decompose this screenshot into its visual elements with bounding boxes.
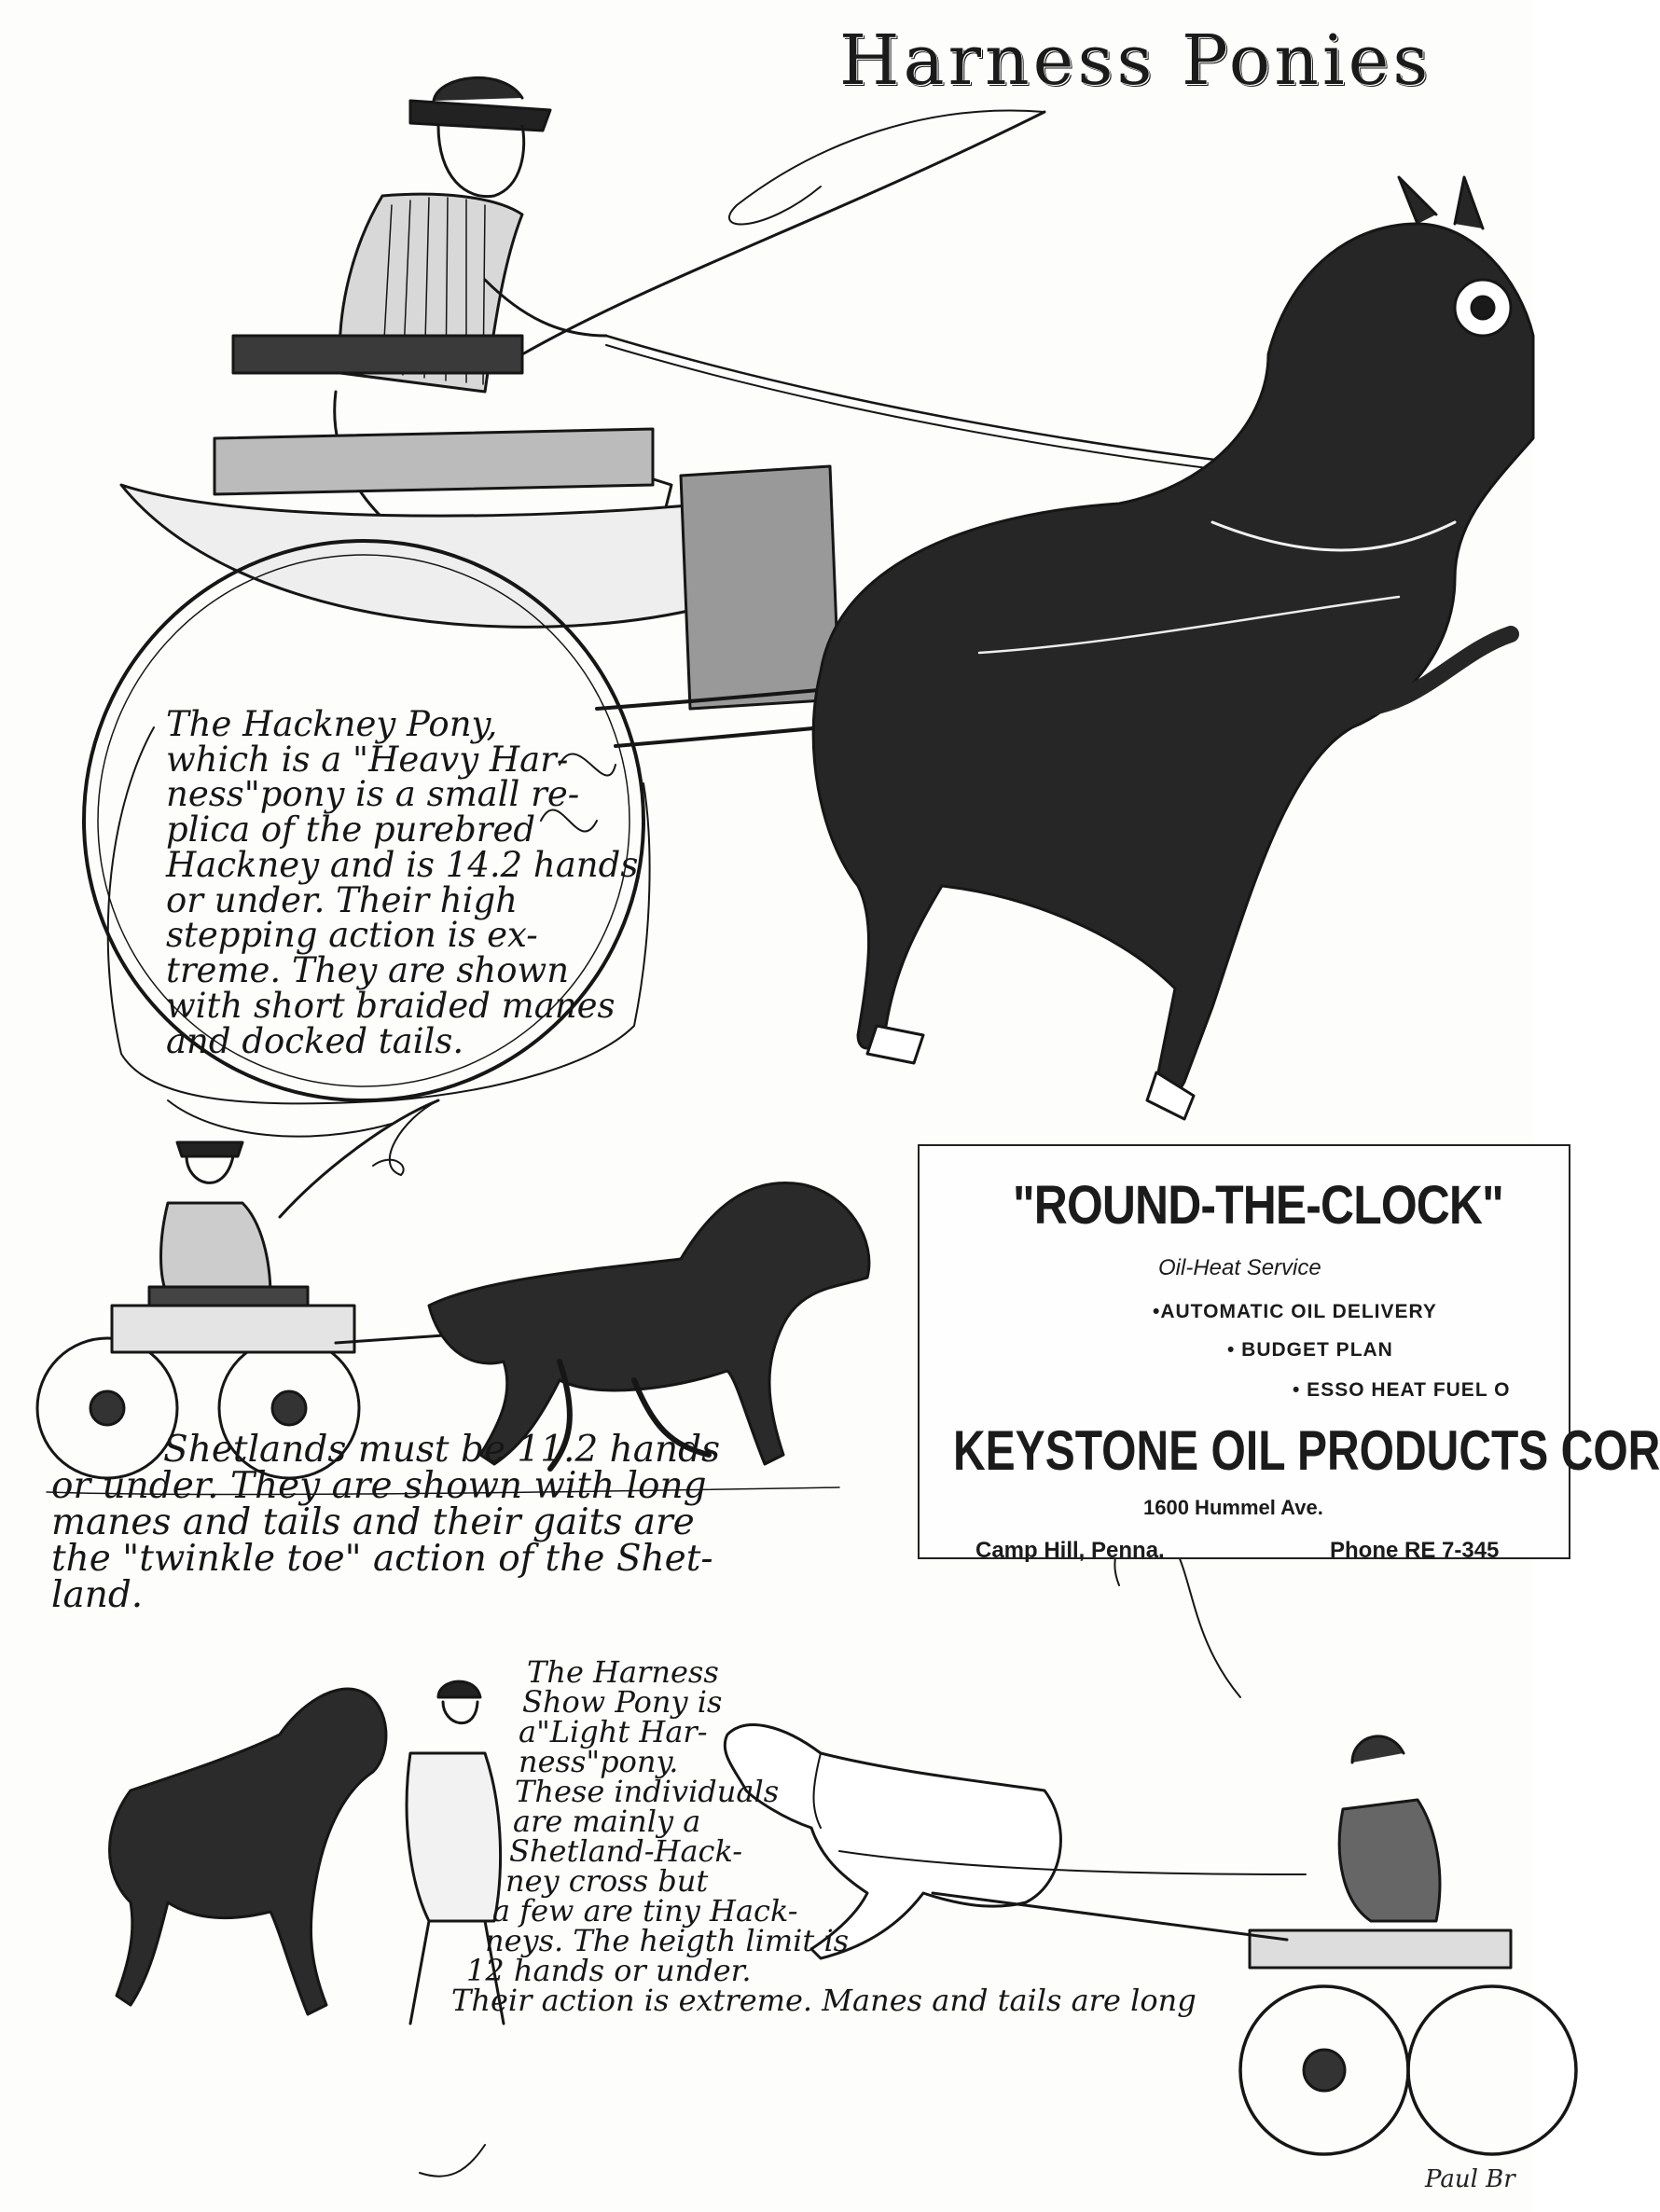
ad-phone: Phone RE 7-345: [1330, 1538, 1500, 1563]
caption-line: which is a "Heavy Har-: [166, 739, 569, 780]
caption-line: land.: [51, 1574, 144, 1616]
caption-line: neys. The heigth limit is: [485, 1923, 850, 1958]
caption-line: or under. Their high: [166, 879, 518, 920]
ad-company-name: KEYSTONE OIL PRODUCTS COR: [953, 1419, 1660, 1482]
caption-line: Hackney and is 14.2 hands: [166, 844, 639, 885]
caption-line: Shetland-Hack-: [509, 1833, 743, 1869]
caption-line: ness"pony.: [519, 1744, 679, 1779]
caption-line: or under. They are shown with long: [51, 1465, 707, 1507]
ad-headline: "ROUND-THE-CLOCK": [1013, 1175, 1503, 1236]
caption-line: stepping action is ex-: [166, 915, 538, 956]
caption-line: the "twinkle toe" action of the Shet-: [51, 1538, 713, 1580]
caption-line: manes and tails and their gaits are: [51, 1501, 695, 1543]
hackney-caption: [166, 704, 639, 1061]
artist-signature: Paul Br: [1425, 2165, 1515, 2193]
caption-line: The Hackney Pony,: [166, 704, 498, 744]
ad-subheadline: Oil-Heat Service: [1158, 1255, 1321, 1280]
caption-line: and docked tails.: [166, 1020, 464, 1061]
ad-city: Camp Hill, Penna.: [975, 1538, 1165, 1563]
caption-line: a few are tiny Hack-: [492, 1893, 798, 1929]
caption-line: These individuals: [515, 1774, 780, 1809]
caption-line: 12 hands or under.: [466, 1953, 752, 1988]
caption-line: Show Pony is: [522, 1684, 723, 1720]
caption-line: treme. They are shown: [166, 950, 570, 991]
caption-line: with short braided manes: [166, 985, 616, 1026]
caption-line: The Harness: [527, 1654, 719, 1690]
caption-line: ney cross but: [505, 1863, 709, 1899]
ad-bullet: • BUDGET PLAN: [1227, 1339, 1393, 1361]
ad-bullet: • ESSO HEAT FUEL O: [1293, 1379, 1511, 1401]
caption-line: ness"pony is a small re-: [166, 774, 580, 815]
shetland-caption: [51, 1429, 721, 1616]
ad-address: 1600 Hummel Ave.: [1143, 1496, 1323, 1519]
keystone-oil-advertisement: [918, 1144, 1660, 1563]
caption-line: are mainly a: [513, 1804, 701, 1839]
caption-line: Shetlands must be 11.2 hands: [163, 1429, 721, 1471]
caption-line: a"Light Har-: [519, 1714, 708, 1749]
ad-bullet: •AUTOMATIC OIL DELIVERY: [1153, 1301, 1437, 1322]
harness-show-caption: [451, 1654, 1197, 2018]
page-title: Harness Ponies: [839, 21, 1432, 101]
caption-line: plica of the purebred: [166, 809, 536, 850]
caption-line: Their action is extreme. Manes and tails are long: [451, 1983, 1197, 2018]
